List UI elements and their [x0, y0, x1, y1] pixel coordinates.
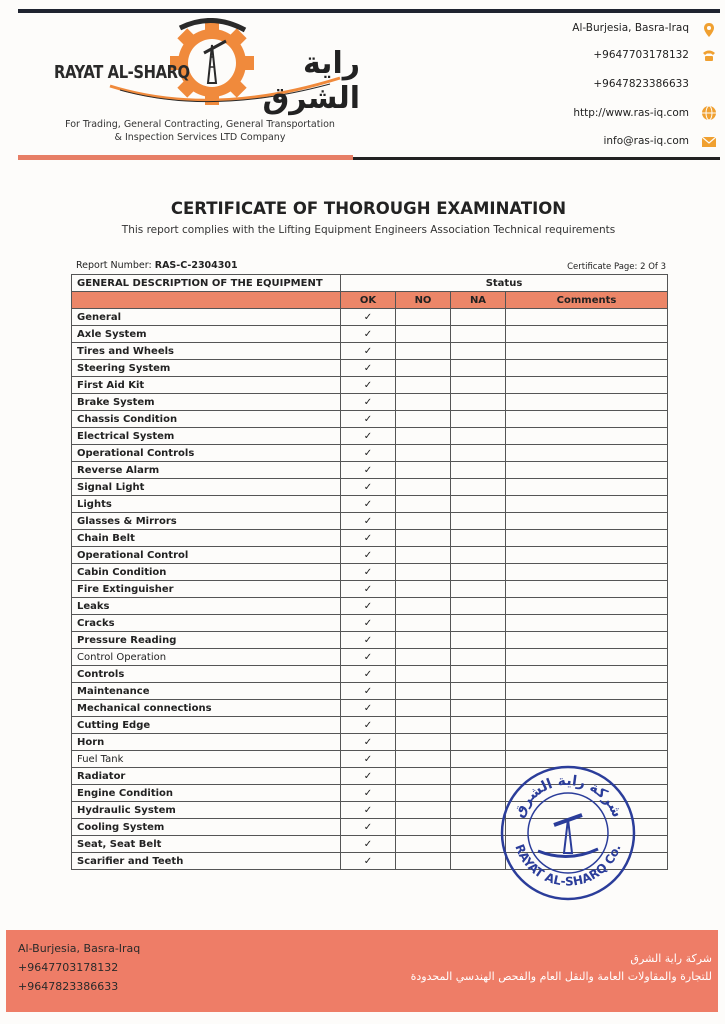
table-row: [72, 394, 668, 411]
row-ok-cell: [341, 717, 396, 734]
row-item-label: Hydraulic System: [72, 802, 341, 819]
row-item-label: Operational Control: [72, 547, 341, 564]
row-item-label: Lights: [72, 496, 341, 513]
row-comments-cell: [506, 547, 668, 564]
row-na-cell: [451, 717, 506, 734]
row-item-label: Radiator: [72, 768, 341, 785]
contact-email[interactable]: info@ras-iq.com: [603, 135, 689, 147]
row-no-cell: [396, 411, 451, 428]
row-na-cell: [451, 326, 506, 343]
row-comments-cell: [506, 428, 668, 445]
row-item-label: Axle System: [72, 326, 341, 343]
check-mark-icon: ✓: [363, 498, 373, 510]
row-comments-cell: [506, 598, 668, 615]
table-row: [72, 445, 668, 462]
check-mark-icon: ✓: [363, 379, 373, 391]
row-ok-cell: [341, 853, 396, 870]
check-mark-icon: ✓: [363, 702, 373, 714]
row-item-label: Horn: [72, 734, 341, 751]
row-ok-cell: [341, 649, 396, 666]
row-ok-cell: [341, 428, 396, 445]
row-comments-cell: [506, 462, 668, 479]
row-ok-cell: [341, 513, 396, 530]
row-comments-cell: [506, 343, 668, 360]
check-mark-icon: ✓: [363, 481, 373, 493]
company-line-1: For Trading, General Contracting, General Transportation: [65, 119, 335, 130]
row-na-cell: [451, 598, 506, 615]
row-item-label: Cutting Edge: [72, 717, 341, 734]
contact-address: Al-Burjesia, Basra-Iraq: [572, 22, 689, 34]
check-mark-icon: ✓: [363, 600, 373, 612]
row-na-cell: [451, 496, 506, 513]
stamp-english-text: RAYAT AL-SHARQ Co.: [512, 842, 624, 889]
row-ok-cell: [341, 734, 396, 751]
row-item-label: Engine Condition: [72, 785, 341, 802]
row-no-cell: [396, 428, 451, 445]
table-row: [72, 649, 668, 666]
report-number: [76, 260, 238, 271]
footer-address: Al-Burjesia, Basra-Iraq: [18, 942, 141, 955]
svg-text:RAYAT AL-SHARQ Co.: [512, 842, 623, 888]
table-row: [72, 343, 668, 360]
row-no-cell: [396, 819, 451, 836]
table-row: [72, 615, 668, 632]
row-comments-cell: [506, 649, 668, 666]
check-mark-icon: ✓: [363, 566, 373, 578]
check-mark-icon: ✓: [363, 838, 373, 850]
check-mark-icon: ✓: [363, 634, 373, 646]
row-comments-cell: [506, 666, 668, 683]
phone-icon: [701, 47, 717, 63]
check-mark-icon: ✓: [363, 668, 373, 680]
company-stamp: [498, 763, 638, 903]
row-comments-cell: [506, 564, 668, 581]
check-mark-icon: ✓: [363, 311, 373, 323]
document-title: CERTIFICATE OF THOROUGH EXAMINATION: [170, 199, 567, 218]
row-no-cell: [396, 666, 451, 683]
check-mark-icon: ✓: [363, 515, 373, 527]
description-subheader-blank: [72, 292, 341, 309]
footer-arabic-line-1: شركة راية الشرق: [630, 952, 712, 965]
row-ok-cell: [341, 445, 396, 462]
table-row: [72, 547, 668, 564]
company-line-2: & Inspection Services LTD Company: [114, 132, 286, 143]
check-mark-icon: ✓: [363, 447, 373, 459]
row-no-cell: [396, 564, 451, 581]
row-comments-cell: [506, 581, 668, 598]
check-mark-icon: ✓: [363, 345, 373, 357]
table-row: [72, 360, 668, 377]
check-mark-icon: ✓: [363, 770, 373, 782]
row-comments-cell: [506, 377, 668, 394]
table-row: [72, 309, 668, 326]
document-subtitle: This report complies with the Lifting Equipment Engineers Association Technical requirements: [121, 224, 616, 236]
row-na-cell: [451, 394, 506, 411]
header-divider-dark: [353, 157, 720, 160]
row-item-label: General: [72, 309, 341, 326]
row-no-cell: [396, 802, 451, 819]
row-ok-cell: [341, 462, 396, 479]
row-ok-cell: [341, 394, 396, 411]
row-no-cell: [396, 751, 451, 768]
row-comments-cell: [506, 360, 668, 377]
row-ok-cell: [341, 479, 396, 496]
row-ok-cell: [341, 530, 396, 547]
row-item-label: Electrical System: [72, 428, 341, 445]
row-ok-cell: [341, 326, 396, 343]
location-pin-icon: [701, 22, 717, 38]
row-na-cell: [451, 479, 506, 496]
footer-arabic: [411, 950, 712, 986]
row-na-cell: [451, 649, 506, 666]
row-na-cell: [451, 428, 506, 445]
row-comments-cell: [506, 445, 668, 462]
row-no-cell: [396, 717, 451, 734]
row-ok-cell: [341, 564, 396, 581]
logo-text-arabic: راية الشرق: [262, 46, 360, 116]
row-ok-cell: [341, 547, 396, 564]
row-ok-cell: [341, 615, 396, 632]
check-mark-icon: ✓: [363, 736, 373, 748]
row-ok-cell: [341, 700, 396, 717]
row-no-cell: [396, 445, 451, 462]
company-logo: [40, 18, 360, 118]
row-comments-cell: [506, 700, 668, 717]
row-no-cell: [396, 615, 451, 632]
row-no-cell: [396, 377, 451, 394]
stamp-arabic-text: شركة راية الشرق: [510, 772, 626, 821]
row-ok-cell: [341, 360, 396, 377]
column-header-no: NO: [396, 292, 451, 309]
contact-phone-2: +9647823386633: [593, 78, 689, 90]
row-ok-cell: [341, 819, 396, 836]
check-mark-icon: ✓: [363, 583, 373, 595]
row-no-cell: [396, 360, 451, 377]
row-na-cell: [451, 530, 506, 547]
globe-icon: [701, 105, 717, 121]
check-mark-icon: ✓: [363, 362, 373, 374]
row-ok-cell: [341, 785, 396, 802]
row-ok-cell: [341, 802, 396, 819]
footer-bar: [6, 930, 718, 1012]
table-row: [72, 513, 668, 530]
certificate-page: Certificate Page: 2 Of 3: [567, 262, 666, 272]
row-comments-cell: [506, 479, 668, 496]
contact-website[interactable]: http://www.ras-iq.com: [573, 107, 689, 119]
row-item-label: Cabin Condition: [72, 564, 341, 581]
row-no-cell: [396, 836, 451, 853]
row-item-label: Chain Belt: [72, 530, 341, 547]
row-item-label: Glasses & Mirrors: [72, 513, 341, 530]
table-row: [72, 411, 668, 428]
row-na-cell: [451, 666, 506, 683]
row-comments-cell: [506, 309, 668, 326]
description-header: GENERAL DESCRIPTION OF THE EQUIPMENT: [72, 275, 341, 292]
row-no-cell: [396, 394, 451, 411]
row-na-cell: [451, 700, 506, 717]
row-no-cell: [396, 326, 451, 343]
row-no-cell: [396, 700, 451, 717]
logo-text-english: RAYAT AL-SHARQ: [54, 62, 190, 83]
row-no-cell: [396, 513, 451, 530]
row-ok-cell: [341, 598, 396, 615]
table-row: [72, 428, 668, 445]
check-mark-icon: ✓: [363, 617, 373, 629]
footer-arabic-line-2: للتجارة والمقاولات العامة والنقل العام والفحص الهندسي المحدودة: [410, 970, 712, 983]
table-row: [72, 564, 668, 581]
row-comments-cell: [506, 530, 668, 547]
check-mark-icon: ✓: [363, 532, 373, 544]
row-item-label: Reverse Alarm: [72, 462, 341, 479]
row-item-label: First Aid Kit: [72, 377, 341, 394]
table-row: [72, 530, 668, 547]
row-ok-cell: [341, 836, 396, 853]
row-item-label: Cooling System: [72, 819, 341, 836]
row-item-label: Steering System: [72, 360, 341, 377]
column-header-na: NA: [451, 292, 506, 309]
row-no-cell: [396, 683, 451, 700]
row-ok-cell: [341, 581, 396, 598]
footer-contacts: [18, 939, 140, 996]
row-no-cell: [396, 785, 451, 802]
row-no-cell: [396, 581, 451, 598]
column-header-ok: OK: [341, 292, 396, 309]
row-ok-cell: [341, 496, 396, 513]
row-na-cell: [451, 445, 506, 462]
check-mark-icon: ✓: [363, 396, 373, 408]
top-border-bar: [18, 9, 720, 13]
row-item-label: Tires and Wheels: [72, 343, 341, 360]
table-row: [72, 496, 668, 513]
row-item-label: Operational Controls: [72, 445, 341, 462]
row-na-cell: [451, 734, 506, 751]
check-mark-icon: ✓: [363, 787, 373, 799]
table-row: [72, 462, 668, 479]
envelope-icon: [701, 134, 717, 150]
row-na-cell: [451, 564, 506, 581]
check-mark-icon: ✓: [363, 753, 373, 765]
row-comments-cell: [506, 513, 668, 530]
table-row: [72, 598, 668, 615]
row-na-cell: [451, 411, 506, 428]
row-item-label: Leaks: [72, 598, 341, 615]
table-row: [72, 581, 668, 598]
row-no-cell: [396, 547, 451, 564]
row-no-cell: [396, 853, 451, 870]
check-mark-icon: ✓: [363, 685, 373, 697]
row-ok-cell: [341, 343, 396, 360]
row-item-label: Cracks: [72, 615, 341, 632]
row-item-label: Maintenance: [72, 683, 341, 700]
row-na-cell: [451, 377, 506, 394]
company-description: [40, 118, 360, 144]
table-row: [72, 326, 668, 343]
row-ok-cell: [341, 632, 396, 649]
row-comments-cell: [506, 411, 668, 428]
row-ok-cell: [341, 683, 396, 700]
row-na-cell: [451, 632, 506, 649]
row-no-cell: [396, 530, 451, 547]
table-row: [72, 734, 668, 751]
check-mark-icon: ✓: [363, 855, 373, 867]
row-na-cell: [451, 513, 506, 530]
row-item-label: Controls: [72, 666, 341, 683]
stamp-rig-icon: [538, 815, 598, 857]
row-na-cell: [451, 360, 506, 377]
table-row: [72, 666, 668, 683]
row-comments-cell: [506, 717, 668, 734]
table-row: [72, 700, 668, 717]
row-na-cell: [451, 462, 506, 479]
row-item-label: Scarifier and Teeth: [72, 853, 341, 870]
row-ok-cell: [341, 666, 396, 683]
row-item-label: Chassis Condition: [72, 411, 341, 428]
column-header-comments: Comments: [506, 292, 668, 309]
footer-phone-2: +9647823386633: [18, 980, 119, 993]
row-ok-cell: [341, 411, 396, 428]
row-comments-cell: [506, 496, 668, 513]
row-item-label: Fire Extinguisher: [72, 581, 341, 598]
table-row: [72, 479, 668, 496]
check-mark-icon: ✓: [363, 651, 373, 663]
check-mark-icon: ✓: [363, 328, 373, 340]
report-number-label: Report Number:: [76, 260, 152, 271]
table-row: [72, 683, 668, 700]
status-header: Status: [341, 275, 668, 292]
check-mark-icon: ✓: [363, 430, 373, 442]
row-no-cell: [396, 479, 451, 496]
check-mark-icon: ✓: [363, 804, 373, 816]
check-mark-icon: ✓: [363, 464, 373, 476]
row-no-cell: [396, 649, 451, 666]
check-mark-icon: ✓: [363, 549, 373, 561]
contact-phone-1: +9647703178132: [593, 49, 689, 61]
header-divider-accent: [18, 155, 353, 160]
row-na-cell: [451, 309, 506, 326]
row-comments-cell: [506, 394, 668, 411]
row-no-cell: [396, 768, 451, 785]
table-row: [72, 717, 668, 734]
row-na-cell: [451, 547, 506, 564]
row-no-cell: [396, 632, 451, 649]
row-comments-cell: [506, 615, 668, 632]
row-no-cell: [396, 462, 451, 479]
row-ok-cell: [341, 768, 396, 785]
row-na-cell: [451, 581, 506, 598]
row-na-cell: [451, 683, 506, 700]
row-na-cell: [451, 343, 506, 360]
row-item-label: Pressure Reading: [72, 632, 341, 649]
check-mark-icon: ✓: [363, 413, 373, 425]
row-item-label: Signal Light: [72, 479, 341, 496]
row-comments-cell: [506, 683, 668, 700]
row-item-label: Control Operation: [72, 649, 341, 666]
row-ok-cell: [341, 309, 396, 326]
row-ok-cell: [341, 751, 396, 768]
check-mark-icon: ✓: [363, 719, 373, 731]
row-item-label: Mechanical connections: [72, 700, 341, 717]
row-item-label: Fuel Tank: [72, 751, 341, 768]
table-row: [72, 632, 668, 649]
footer-phone-1: +9647703178132: [18, 961, 119, 974]
check-mark-icon: ✓: [363, 821, 373, 833]
row-no-cell: [396, 496, 451, 513]
row-comments-cell: [506, 734, 668, 751]
row-ok-cell: [341, 377, 396, 394]
row-comments-cell: [506, 326, 668, 343]
row-item-label: Seat, Seat Belt: [72, 836, 341, 853]
row-no-cell: [396, 343, 451, 360]
row-no-cell: [396, 734, 451, 751]
row-no-cell: [396, 309, 451, 326]
row-comments-cell: [506, 632, 668, 649]
report-number-value: RAS-C-2304301: [154, 260, 238, 271]
table-row: [72, 377, 668, 394]
row-na-cell: [451, 615, 506, 632]
row-no-cell: [396, 598, 451, 615]
row-item-label: Brake System: [72, 394, 341, 411]
